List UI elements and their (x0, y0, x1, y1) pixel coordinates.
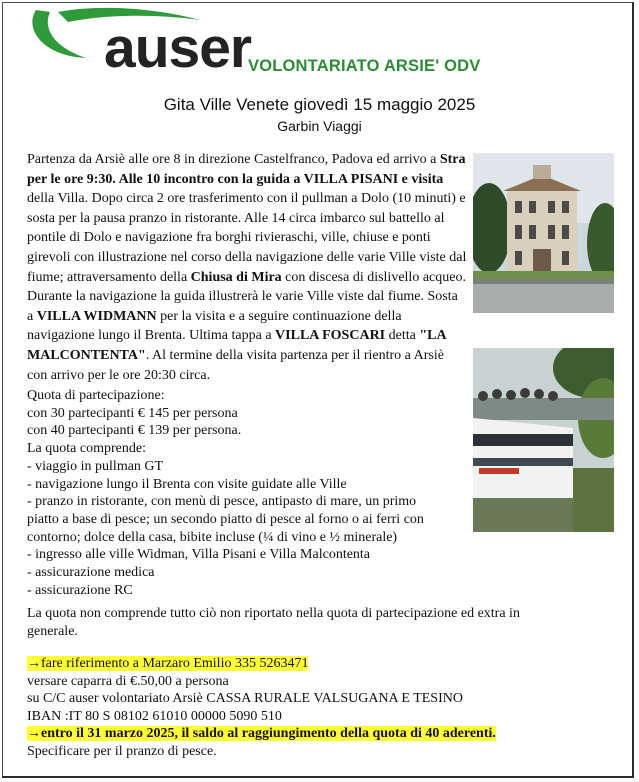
includes-item: contorno; dolce della casa, bibite incluse (¼ di vino e ½ minerale) (27, 529, 398, 545)
itinerary-text: della Villa. Dopo circa 2 ore trasferimento con il pullman a Dolo (10 minuti) e sosta per la pausa pranzo in ristorante. Alle 14 circa imbarco sul battello al pontile di Dolo e navigazione fra borghi rivieraschi, ville, chiuse e ponti girevoli con illustrazione nel corso della navigazione delle varie Ville viste dal fiume; attraversamento della (27, 191, 467, 285)
itinerary-bold: VILLA WIDMANN (36, 308, 157, 324)
page-subtitle: Garbin Viaggi (277, 118, 362, 134)
includes-item: - assicurazione medica (27, 565, 155, 581)
excludes-line: generale. (27, 623, 78, 639)
pricing-heading: Quota di partecipazione: (27, 388, 165, 403)
deposit-line: versare caparra di €.50,00 a persona (27, 673, 229, 689)
includes-item: - ingresso alle ville Widman, Villa Pisani e Villa Malcontenta (27, 547, 371, 563)
includes-item: - navigazione lungo il Brenta con visite guidate alle Ville (27, 476, 347, 492)
itinerary-bold: Stra per le ore 9:30. Alle 10 incontro con la guida a VILLA PISANI e visita (27, 152, 466, 187)
itinerary-text: per la visita e a seguire continuazione della navigazione lungo il Brenta. Ultima tappa a (27, 308, 402, 344)
includes-item: piatto a base di pesce; un secondo piatto di pesce al forno o ai ferri con (27, 511, 424, 527)
itinerary-bold: Chiusa di Mira (190, 269, 282, 285)
organization-name: VOLONTARIATO ARSIE' ODV (248, 57, 481, 75)
includes-item: - assicurazione RC (27, 582, 133, 598)
villa-photo (473, 153, 614, 313)
note-line: Specificare per il pranzo di pesce. (27, 743, 217, 759)
itinerary-description (27, 150, 467, 385)
iban-line: IBAN :IT 80 S 08102 61010 00000 5090 510 (27, 708, 282, 724)
itinerary-text: con discesa di dislivello acqueo. Durante la navigazione la guida illustrerà le varie Ville viste dal fiume. Sosta a (27, 269, 466, 324)
excludes-line: La quota non comprende tutto ciò non riportato nella quota di partecipazione ed extra in (27, 606, 520, 621)
includes-heading: La quota comprende: (27, 441, 146, 457)
itinerary-text: . Al termine della visita partenza per il rientro a Arsiè con arrivo per le ore 20:30 circa. (27, 347, 444, 383)
price-line: con 40 partecipanti € 139 per persona. (27, 423, 242, 439)
itinerary-text: detta (385, 328, 420, 344)
auser-logo (28, 6, 252, 80)
includes-item: - viaggio in pullman GT (27, 458, 164, 474)
price-line: con 30 partecipanti € 145 per persona (27, 405, 238, 421)
excludes-section (27, 605, 520, 640)
itinerary-bold: "LA MALCONTENTA" (27, 328, 446, 363)
contact-highlight: →fare riferimento a Marzaro Emilio 335 5263471 (27, 656, 309, 671)
deadline-highlight: →entro il 31 marzo 2025, il saldo al raggiungimento della quota di 40 aderenti. (27, 726, 496, 742)
includes-item: - pranzo in ristorante, con menù di pesce, antipasto di mare, un primo (27, 494, 417, 510)
logo-word: auser (104, 16, 252, 80)
itinerary-text: Partenza da Arsiè alle ore 8 in direzione Castelfranco, Padova ed arrivo a (27, 152, 440, 167)
boat-photo (473, 348, 614, 532)
page-title: Gita Ville Venete giovedì 15 maggio 2025 (163, 95, 476, 114)
itinerary-bold: VILLA FOSCARI (275, 328, 386, 344)
pricing-section (27, 387, 424, 599)
account-line: su C/C auser volontariato Arsiè CASSA RURALE VALSUGANA E TESINO (27, 691, 463, 707)
booking-section (27, 655, 496, 761)
